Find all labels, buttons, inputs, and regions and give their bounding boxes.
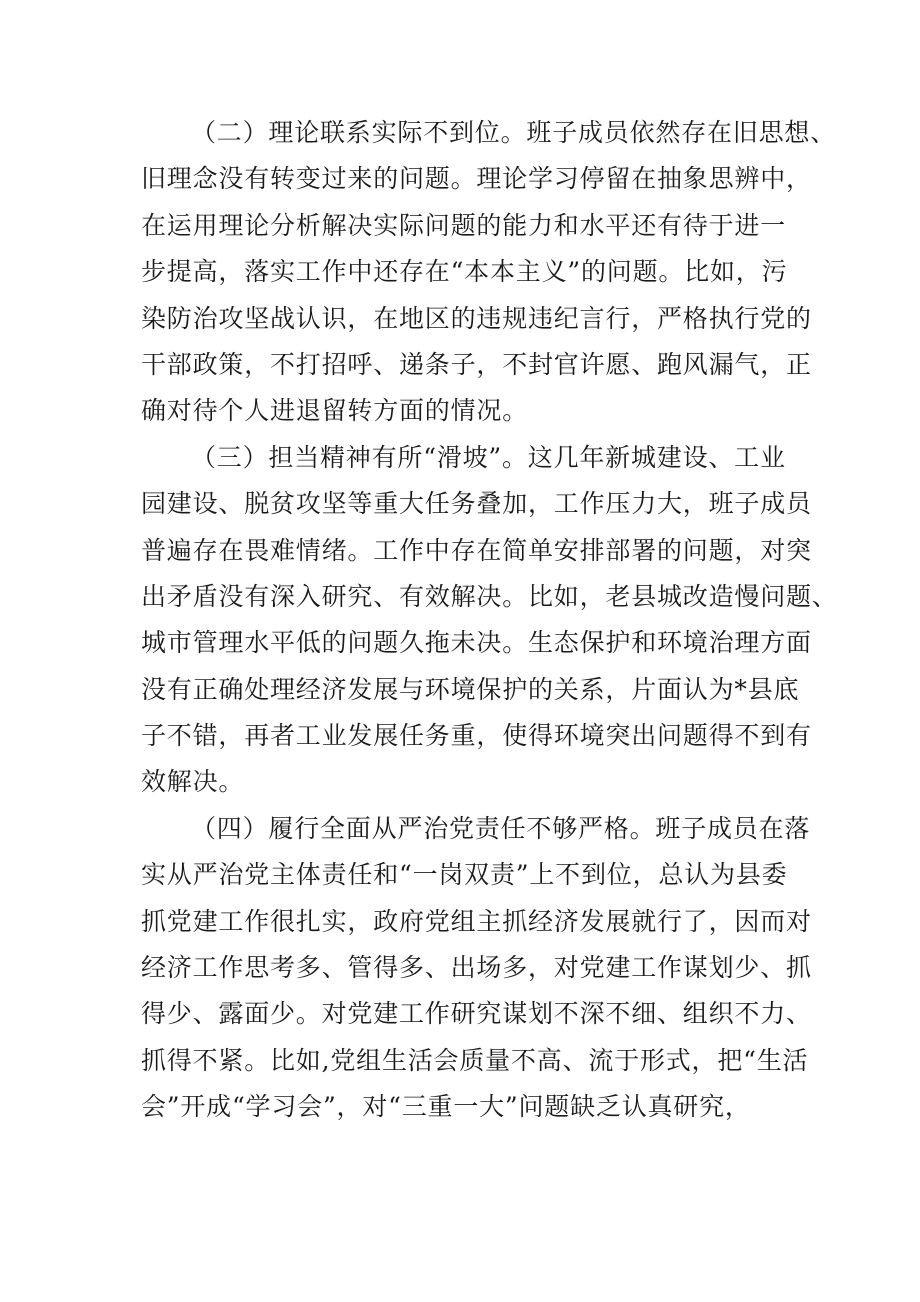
paragraph-line: 没有正确处理经济发展与环境保护的关系，片面认为*县底 [141, 674, 800, 704]
paragraph-line: 经济工作思考多、管得多、出场多，对党建工作谋划少、抓 [141, 953, 812, 983]
paragraph-4 [141, 806, 812, 1131]
paragraph-line: 步提高，落实工作中还存在“本本主义”的问题。比如，污 [141, 257, 788, 287]
paragraph-line: （四）履行全面从严治党责任不够严格。班子成员在落 [191, 813, 811, 843]
paragraph-line: 染防治攻坚战认识，在地区的违规违纪言行，严格执行党的 [141, 303, 812, 333]
paragraph-line: 会”开成“学习会”，对“三重一大”问题缺乏认真研究， [141, 1092, 751, 1122]
paragraph-3 [141, 435, 838, 806]
paragraph-line: 普遍存在畏难情绪。工作中存在简单安排部署的问题，对突 [141, 535, 812, 565]
paragraph-line: 园建设、脱贫攻坚等重大任务叠加，工作压力大，班子成员 [141, 489, 812, 519]
paragraph-line: 效解决。 [141, 767, 245, 797]
paragraph-line: （三）担当精神有所“滑坡”。这几年新城建设、工业 [191, 442, 786, 472]
paragraph-2 [141, 110, 837, 435]
paragraph-line: （二）理论联系实际不到位。班子成员依然存在旧思想、 [191, 118, 837, 147]
paragraph-line: 抓党建工作很扎实，政府党组主抓经济发展就行了，因而对 [141, 906, 812, 936]
paragraph-line: 旧理念没有转变过来的问题。理论学习停留在抽象思辨中， [141, 164, 812, 194]
paragraph-line: 抓得不紧。比如,党组生活会质量不高、流于形式，把“生活 [141, 1045, 809, 1075]
paragraph-line: 城市管理水平低的问题久拖未决。生态保护和环境治理方面 [141, 628, 812, 658]
paragraph-line: 子不错，再者工业发展任务重，使得环境突出问题得不到有 [141, 721, 812, 751]
paragraph-line: 在运用理论分析解决实际问题的能力和水平还有待于进一 [141, 210, 787, 240]
paragraph-line: 得少、露面少。对党建工作研究谋划不深不细、组织不力、 [141, 999, 812, 1029]
document-body [141, 110, 838, 1131]
paragraph-line: 干部政策，不打招呼、递条子，不封官许愿、跑风漏气，正 [141, 349, 812, 379]
paragraph-line: 出矛盾没有深入研究、有效解决。比如，老县城改造慢问题、 [141, 581, 838, 611]
paragraph-line: 实从严治党主体责任和“一岗双责”上不到位，总认为县委 [141, 860, 788, 890]
paragraph-line: 确对待个人进退留转方面的情况。 [141, 396, 529, 426]
